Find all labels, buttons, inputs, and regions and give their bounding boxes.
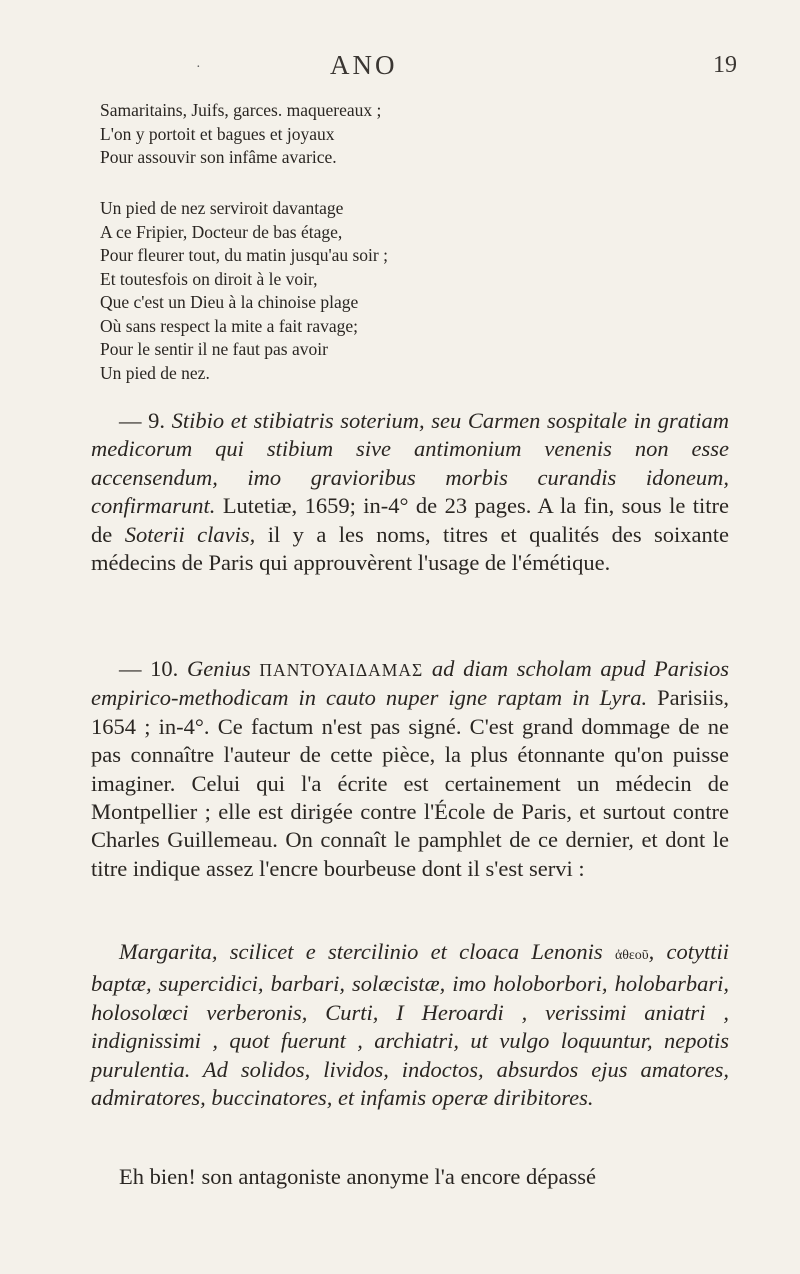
- entry-body: A la fin, sous le titre de: [91, 493, 729, 547]
- entry-title: Stibio et stibiatris soterium, seu Carmen sospitale in gratiam medicorum qui stibium sive antimonium venenis non esse accensendum, imo gravioribus morbis curandis idoneum, confirmarunt.: [91, 408, 729, 519]
- verse-line: Pour fleurer tout, du matin jusqu'au soir ;: [100, 245, 388, 265]
- verse-line: Que c'est un Dieu à la chinoise plage: [100, 292, 359, 312]
- entry-title: ad diam scholam apud Parisios empirico-methodicam in cauto nuper igne raptam in Lyra.: [91, 656, 730, 711]
- verse-line: L'on y portoit et bagues et joyaux: [100, 123, 335, 144]
- quote-text: , cotyttii baptæ, supercidici, barbari, solæcistæ, imo holoborbori, holobarbari, holosolœci verberonis, Curti, I Heroardi , verissimi aniatri , indignissimi , quot fuerunt , archiatri, ut vulgo loquuntur, nepotis purulentia. Ad solidos, lividos, indoctos, absurdos ejus amatores, admiratores, buccinatores, et infamis operæ diribitores.: [91, 939, 730, 1111]
- closing-paragraph: [91, 1163, 729, 1191]
- entry-title-greek: ΠΑΝΤΟΥΑΙΔΑΜΑΣ: [259, 660, 424, 680]
- entry-number: — 9.: [119, 408, 165, 433]
- running-title: ANO: [330, 50, 398, 80]
- verse-line: Pour assouvir son infâme avarice.: [100, 147, 337, 167]
- page-header: [0, 50, 800, 90]
- verse-line: Et toutesfois on diroit à le voir,: [100, 268, 318, 289]
- entry-number: — 10.: [119, 656, 179, 681]
- verse-line: Samaritains, Juifs, garces. maquereaux ;: [100, 100, 382, 120]
- entry-body: il y a les noms, titres et qualités des soixante médecins de Paris qui approuvèrent l'usage de l'émétique.: [91, 521, 730, 576]
- entry-body-italic: Soterii clavis,: [124, 521, 256, 547]
- verse-line: Un pied de nez serviroit davantage: [100, 198, 344, 218]
- verse-stanza-2: [100, 197, 388, 385]
- verse-line: Pour le sentir il ne faut pas avoir: [100, 339, 328, 359]
- entry-title: Genius: [186, 656, 251, 681]
- bibliography-entry-9: [91, 407, 729, 577]
- entry-imprint: Lutetiæ, 1659; in-4° de 23 pages.: [222, 493, 532, 519]
- quoted-title: [91, 938, 729, 1112]
- verse-line: Où sans respect la mite a fait ravage;: [100, 315, 359, 336]
- quote-text: Margarita, scilicet e stercilinio et cloaca Lenonis: [119, 939, 603, 964]
- header-dot: ·: [196, 60, 201, 75]
- verse-stanza-1: [100, 99, 381, 170]
- entry-body: Ce factum n'est pas signé. C'est grand dommage de ne pas connaître l'auteur de cette pièce, la plus étonnante qu'on puisse imaginer. Celui qui l'a écrite est certainement un médecin de Montpellier ; elle est dirigée contre l'École de Paris, et surtout contre Charles Guillemeau. On connaît le pamphlet de ce dernier, et dont le titre indique assez l'encre bourbeuse dont il s'est servi :: [91, 713, 730, 881]
- verse-line: Un pied de nez.: [100, 362, 210, 383]
- verse-line: A ce Fripier, Docteur de bas étage,: [100, 221, 343, 242]
- bibliography-entry-10: [91, 655, 729, 883]
- paragraph-text: Eh bien! son antagoniste anonyme l'a encore dépassé: [119, 1164, 597, 1189]
- greek-word: ἀθεοῦ: [614, 948, 649, 963]
- entry-imprint: Parisiis, 1654 ; in-4°.: [91, 685, 729, 739]
- page-number: 19: [713, 52, 737, 78]
